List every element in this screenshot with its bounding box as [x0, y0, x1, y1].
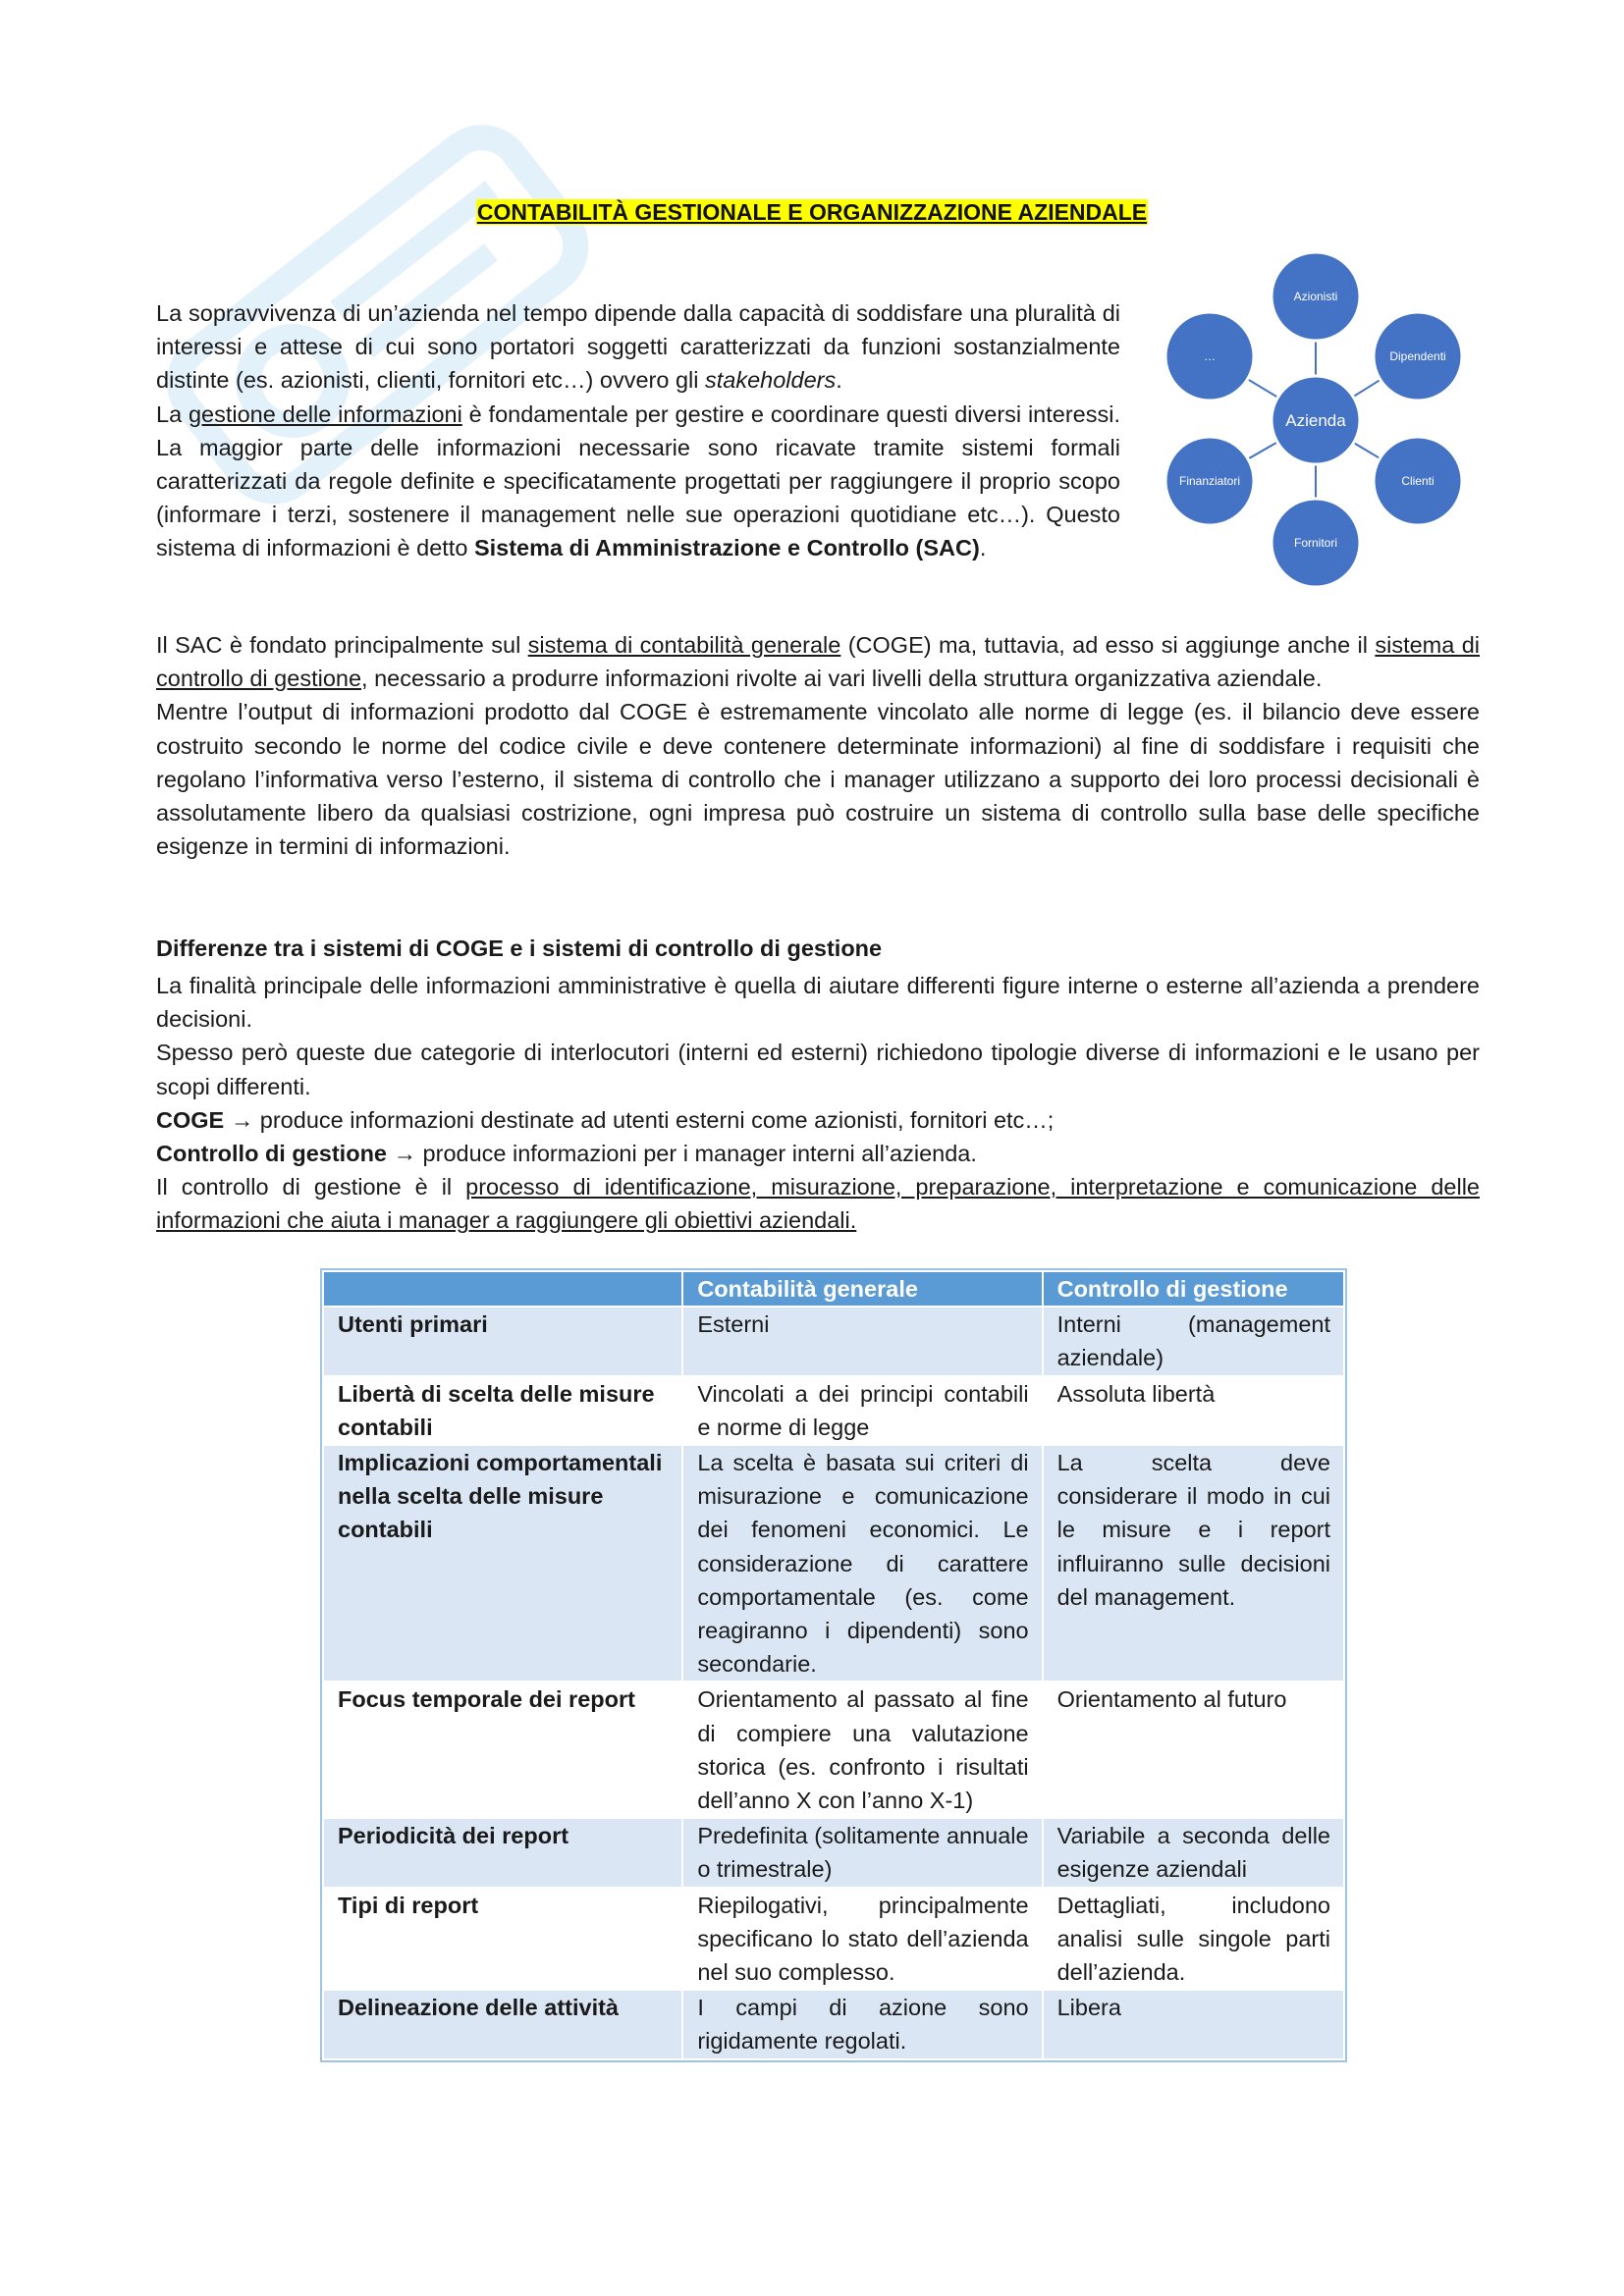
table-cell: Esterni [682, 1307, 1042, 1375]
table-cell: Vincolati a dei principi contabili e norme di legge [682, 1376, 1042, 1445]
node-label: Fornitori [1293, 536, 1338, 550]
table-header [323, 1271, 682, 1307]
table-cell: La scelta deve considerare il modo in cui le misure e i report influiranno sulle decisioni del management. [1043, 1445, 1344, 1682]
node-label: … [1204, 349, 1216, 363]
node-label: Dipendenti [1389, 349, 1446, 363]
node-label: Azionisti [1293, 290, 1338, 303]
table-cell: Variabile a seconda delle esigenze aziendali [1043, 1818, 1344, 1887]
table-row [323, 1376, 1344, 1445]
table-row [323, 1990, 1344, 2058]
table-row [323, 1818, 1344, 1887]
table-cell: Assoluta libertà [1043, 1376, 1344, 1445]
node-label: Clienti [1401, 474, 1435, 488]
node-label: Finanziatori [1178, 474, 1241, 488]
table-row [323, 1307, 1344, 1375]
table-cell: Libertà di scelta delle misure contabili [323, 1376, 682, 1445]
table-cell: Orientamento al futuro [1043, 1682, 1344, 1818]
table-cell: Orientamento al passato al fine di compiere una valutazione storica (es. confronto i risultati dell’anno X con l’anno X-1) [682, 1682, 1042, 1818]
table-cell: Libera [1043, 1990, 1344, 2058]
arrow-icon: → [393, 1141, 417, 1167]
table-cell: Predefinita (solitamente annuale o trimestrale) [682, 1818, 1042, 1887]
table-cell: La scelta è basata sui criteri di misurazione e comunicazione dei fenomeni economici. Le considerazione di carattere comportamentale (es. come reagiranno i dipendenti) sono secondarie. [682, 1445, 1042, 1682]
sac-paragraph: Il SAC è fondato principalmente sul sistema di contabilità generale (COGE) ma, tuttavia, ad esso si aggiunge anche il sistema di controllo di gestione, necessario a produrre informazioni rivolte ai vari livelli della struttura organizzativa aziendale. Mentre l’output di informazioni prodotto dal COGE è estremamente vincolato alle norme di legge (es. il bilancio deve essere costruito secondo le norme del codice civile e deve contenere determinate informazioni) al fine di soddisfare i requisiti che regolano l’informativa verso l’esterno, il sistema di controllo che i manager utilizzano a supporto dei loro processi decisionali è assolutamente libero da qualsiasi costrizione, ogni impresa può costruire un sistema di controllo sulla base delle specifiche esigenze in termini di informazioni. [156, 632, 1480, 860]
table-cell: I campi di azione sono rigidamente regolati. [682, 1990, 1042, 2058]
table-header: Controllo di gestione [1043, 1271, 1344, 1307]
table-cell: Utenti primari [323, 1307, 682, 1375]
intro-paragraph: La sopravvivenza di un’azienda nel tempo dipende dalla capacità di soddisfare una pluralità di interessi e attese di cui sono portatori soggetti caratterizzati da funzioni sostanzialmente distinte (es. azionisti, clienti, fornitori etc…) ovvero gli stakeholders. La gestione delle informazioni è fondamentale per gestire e coordinare questi diversi interessi. La maggior parte delle informazioni necessarie sono ricavate tramite sistemi formali caratterizzati da regole definite e specificatamente progettati per raggiungere il proprio scopo (informare i terzi, sostenere il management nelle sue operazioni quotidiane etc…). Questo sistema di informazioni è detto Sistema di Amministrazione e Controllo (SAC). [156, 300, 1120, 561]
center-label: Azienda [1285, 411, 1346, 430]
document-title: CONTABILITÀ GESTIONALE E ORGANIZZAZIONE AZIENDALE [476, 199, 1148, 225]
table-row [323, 1445, 1344, 1682]
table-cell: Delineazione delle attività [323, 1990, 682, 2058]
arrow-icon: → [230, 1106, 254, 1133]
stakeholder-diagram [1151, 243, 1485, 597]
comparison-table [322, 1270, 1345, 2060]
table-header: Contabilità generale [682, 1271, 1042, 1307]
table-row [323, 1682, 1344, 1818]
table-cell: Dettagliati, includono analisi sulle singole parti dell’azienda. [1043, 1888, 1344, 1991]
table-cell: Tipi di report [323, 1888, 682, 1991]
table-cell: Focus temporale dei report [323, 1682, 682, 1818]
table-cell: Periodicità dei report [323, 1818, 682, 1887]
section-heading: Differenze tra i sistemi di COGE e i sistemi di controllo di gestione [156, 935, 883, 961]
table-row [323, 1888, 1344, 1991]
table-header-row [323, 1271, 1344, 1307]
table-cell: Interni (management aziendale) [1043, 1307, 1344, 1375]
table-cell: Implicazioni comportamentali nella scelta delle misure contabili [323, 1445, 682, 1682]
section-body: La finalità principale delle informazioni amministrative è quella di aiutare differenti figure interne o esterne all’azienda a prendere decisioni. Spesso però queste due categorie di interlocutori (interni ed esterni) richiedono tipologie diverse di informazioni e le usano per scopi differenti. COGE → produce informazioni destinate ad utenti esterni come azionisti, fornitori etc…; Controllo di gestione → produce informazioni per i manager interni all’azienda. Il controllo di gestione è il processo di identificazione, misurazione, preparazione, interpretazione e comunicazione delle informazioni che aiuta i manager a raggiungere gli obiettivi aziendali. [156, 973, 1480, 1234]
table-cell: Riepilogativi, principalmente specificano lo stato dell’azienda nel suo complesso. [682, 1888, 1042, 1991]
